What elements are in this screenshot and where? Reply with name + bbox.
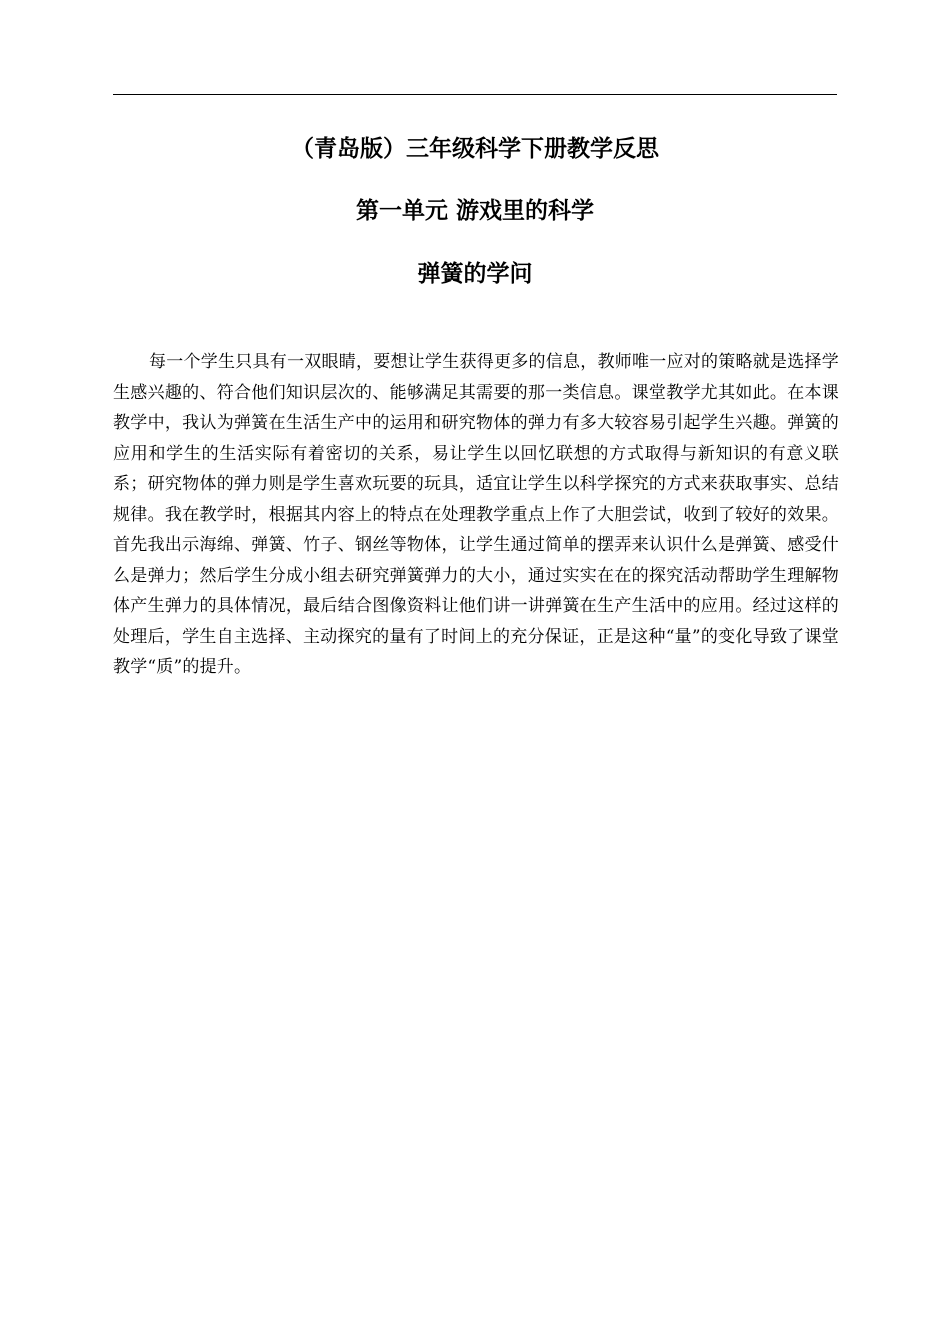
- unit-title: 第一单元 游戏里的科学: [355, 198, 594, 224]
- lesson-title: 弹簧的学问: [417, 261, 533, 287]
- header-rule: [113, 94, 837, 95]
- document-title: （青岛版）三年级科学下册教学反思: [291, 136, 659, 162]
- body-paragraph: 每一个学生只具有一双眼睛，要想让学生获得更多的信息，教师唯一应对的策略就是选择学生感兴趣的、符合他们知识层次的、能够满足其需要的那一类信息。课堂教学尤其如此。在本课教学中，我认为弹簧在生活生产中的运用和研究物体的弹力有多大较容易引起学生兴趣。弹簧的应用和学生的生活实际有着密切的关系，易让学生以回忆联想的方式取得与新知识的有意义联系；研究物体的弹力则是学生喜欢玩要的玩具，适宜让学生以科学探究的方式来获取事实、总结规律。我在教学时，根据其内容上的特点在处理教学重点上作了大胆尝试，收到了较好的效果。首先我出示海绵、弹簧、竹子、钢丝等物体，让学生通过简单的摆弄来认识什么是弹簧、感受什么是弹力；然后学生分成小组去研究弹簧弹力的大小，通过实实在在的探究活动帮助学生理解物体产生弹力的具体情况，最后结合图像资料让他们讲一讲弹簧在生产生活中的应用。经过这样的处理后，学生自主选择、主动探究的量有了时间上的充分保证，正是这种“量”的变化导致了课堂教学“质”的提升。: [113, 352, 839, 677]
